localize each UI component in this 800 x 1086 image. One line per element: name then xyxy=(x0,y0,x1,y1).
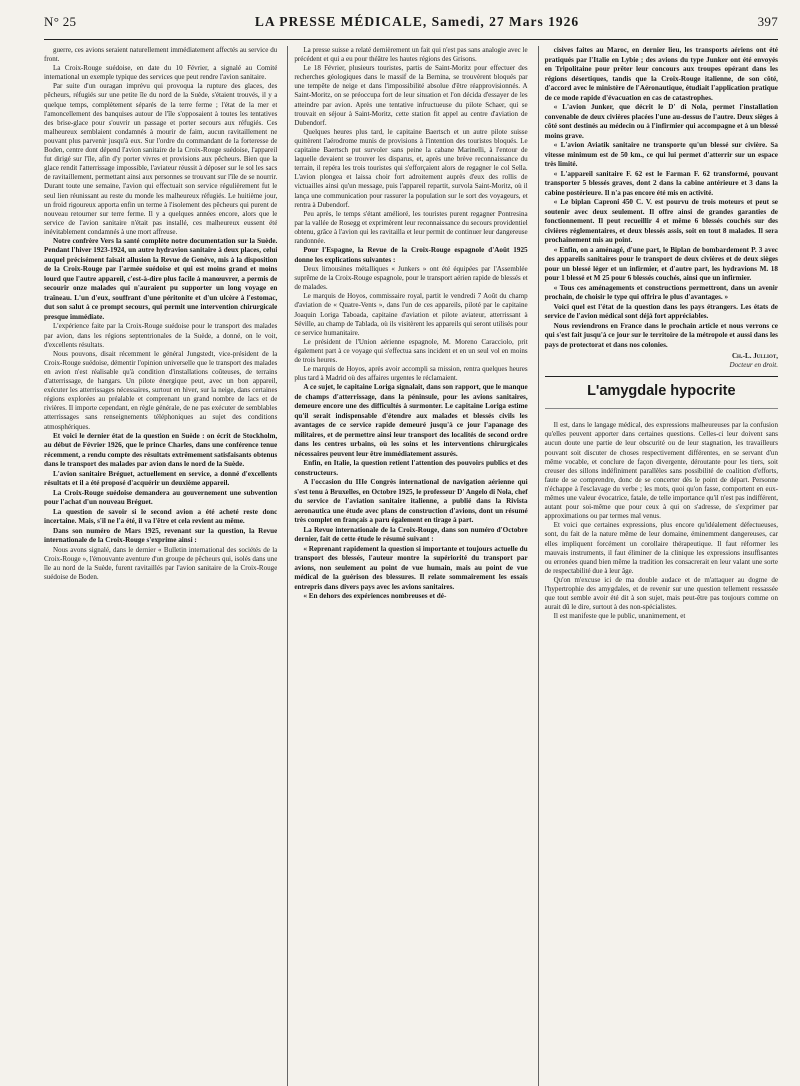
paragraph: Et voici que certaines expressions, plus encore qu'idéalement défectueuses, sont, du fait de la nature même de leur domaine, éminemment dangereuses, car elles impliquent forcément un corollaire thérapeutique. Il faut réformer les mauvais instruments, il faut éliminer de la clinique les expressions insuffisantes ou erronées quand bien même la tradition les consacrerait en leur valant une sorte de respectabilité due à leur âge. xyxy=(544,521,778,575)
paragraph: Le 18 Février, plusieurs touristes, partis de Saint-Moritz pour effectuer des recherches géologiques dans le massif de la Bernina, se trouvèrent bloqués par une tempête de neige et dans l'impossibilité absolue d'être réapprovisionnés. A Saint-Moritz, on se préoccupa fort de leur situation et l'on décida d'essayer de les atteindre par avion. Après une tentative infructueuse du pilote Schaer, qui se trouvait en séjour à Saint-Moritz, cette station fit appel au centre d'aviation de Dubendorf. xyxy=(294,64,528,127)
paragraph: La Revue internationale de la Croix-Rouge, dans son numéro d'Octobre dernier, fait de cette étude le résumé suivant : xyxy=(294,525,528,544)
paragraph: Nous pouvons, disait récemment le général Jungstedt, vice-président de la Croix-Rouge suédoise, démentir l'opinion universelle que le transport des malades en avion n'est réalisable qu'à condition d'installations coûteuses, de terrains d'atterrissage, de hangars. Un pilote énergique peut, avec un bon appareil, exécuter les atterrissages nécessaires, surtout en hiver, sur la neige, dans certaines régions explorées au préalable et comprenant un grand nombre de lacs et de rivières. Il importe cependant, en règle générale, de ne pas exécuter de semblables atterrissages sans renseignements téléphoniques au sujet des conditions atmosphériques. xyxy=(44,349,278,431)
paragraph: « Reprenant rapidement la question si importante et toujours actuelle du transport des blessés, l'auteur montre la supériorité du transport par avions, non seulement au point de vue humain, mais au point de vue médical de la guérison des blessures. Il relate sommairement les essais entrepris dans divers pays avec les avions sanitaires. xyxy=(294,544,528,591)
paragraph: Le président de l'Union aérienne espagnole, M. Moreno Caracciolo, prit également part à ce voyage qui s'effectua sans incident et en un seul vol en moins de trois heures. xyxy=(294,337,528,364)
paragraph: L'expérience faite par la Croix-Rouge suédoise pour le transport des malades par avion, dans les régions septentrionales de la Suède, a donné, on le voit, d'excellents résultats. xyxy=(44,322,278,349)
issue-number: N° 25 xyxy=(44,14,77,29)
paragraph: Dans son numéro de Mars 1925, revenant sur la question, la Revue internationale de la Croix-Rouge s'exprime ainsi : xyxy=(44,526,278,545)
column-3 xyxy=(538,46,778,1086)
paragraph: « L'appareil sanitaire F. 62 est le Farman F. 62 transformé, pouvant transporter 5 blessés graves, dont 2 dans la cabine antérieure et 3 dans la cabine postérieure. Il n'a pas encore été mis en activité. xyxy=(544,169,778,197)
author-signature: Ch.-L. Julliot, xyxy=(731,352,778,360)
paragraph: A ce sujet, le capitaine Loriga signalait, dans son rapport, que le manque de champs d'atterrissage, dans la péninsule, pour les avions sanitaires, demeure encore une des difficultés à surmonter. Le capitaine Loriga estime qu'il serait indispensable d'étendre aux malades et blessés civils les avantages de ce service rapide demeuré jusqu'à ce jour l'apanage des militaires, et de permettre ainsi leur transport des localités de second ordre dans les centres urbains, où les soins et les interventions chirurgicales nécessaires peuvent leur être immédiatement assurés. xyxy=(294,383,528,458)
paragraph: « En dehors des expériences nombreuses et dé- xyxy=(303,592,447,601)
paragraph: Il est, dans le langage médical, des expressions malheureuses par la confusion qu'elles peuvent apporter dans certaines questions. Celles-ci leur doivent sans aucun doute une partie de leur obscurité ou de leur stagnation, les travailleurs pouvant soit discuter de choses respectivement différentes, en se servant d'un même vocable, et conclure de façon divergente, déroutante pour les tiers, soit creuser des sillons indéfiniment parallèles sans possibilité de coalition d'efforts, faute de se comprendre, donc de se concerter dès le point de départ. Personne n'échappe à l'esclavage du verbe ; les mots, quoi qu'on fasse, comportent en eux-mêmes une valeur évocatrice, fatale, de telle importance qu'il n'est pas indifférent, autant pour soi-même que pour ceux à qui on s'adresse, de s'exprimer par approximations ou par termes mal venus. xyxy=(544,421,778,521)
paragraph: La Croix-Rouge suédoise demandera au gouvernement une subvention pour l'achat d'un nouveau Bréguet. xyxy=(44,488,278,507)
paragraph: Deux limousines métalliques « Junkers » ont été équipées par l'Assemblée suprême de la Croix-Rouge espagnole, pour le transport aérien rapide de blessés et de malades. xyxy=(294,265,528,292)
page-number: 397 xyxy=(757,14,778,29)
paragraph: Voici quel est l'état de la question dans les pays étrangers. Les états de service de l'avion médical sont déjà fort appréciables. xyxy=(544,302,778,320)
paragraph: Nous avons signalé, dans le dernier « Bulletin international des sociétés de la Croix-Rouge », l'émouvante aventure d'un groupe de pêcheurs qui, isolés dans une île au nord de la Suède, furent ravitaillés par l'avion sanitaire de la Croix-Rouge suédoise de Boden. xyxy=(44,545,278,581)
paragraph: Qu'on m'excuse ici de ma double audace et de m'attaquer au dogme de l'hypertrophie des amygdales, et de revenir sur une question tellement ressassée que tout semble avoir été dit à son sujet, mais peut-être pas toujours comme on aurait dû le dire, surtout à des non-spécialistes. xyxy=(544,575,778,612)
paragraph: La question de savoir si le second avion a été acheté reste donc incertaine. Mais, s'il ne l'a été, il va l'être et cela revient au même. xyxy=(44,507,278,526)
paragraph: Enfin, en Italie, la question retient l'attention des pouvoirs publics et des constructeurs. xyxy=(294,459,528,477)
column-3-article-end xyxy=(545,46,778,350)
author-role: Docteur en droit. xyxy=(729,361,778,370)
paragraph: Le marquis de Hoyos, après avoir accompli sa mission, rentra quelques heures plus tard à Madrid où des affaires urgentes le réclamaient. xyxy=(294,365,528,383)
article-title: L'amygdale hypocrite xyxy=(545,376,778,409)
paragraph: « Tous ces aménagements et constructions permettront, dans un avenir prochain, de choisir le type qui offrira le plus d'avantages. » xyxy=(544,283,778,301)
paragraph: La presse suisse a relaté dernièrement un fait qui n'est pas sans analogie avec le précédent et qui a eu pour théâtre les hautes régions des Grisons. xyxy=(294,46,528,64)
paragraph: L'avion sanitaire Bréguet, actuellement en service, a donné d'excellents résultats et il a été proposé d'acquérir un deuxième appareil. xyxy=(44,469,278,488)
paragraph: « L'avion Junker, que décrit le D' di Nola, permet l'installation convenable de deux civières placées l'une au-dessus de l'autre. Deux sièges à côté sont destinés au médecin ou à l'infirmier qui accompagne et à un blessé moins grave. xyxy=(544,103,778,140)
paragraph: guerre, ces avions seraient naturellement immédiatement affectés au service du front. xyxy=(44,46,278,64)
text-columns xyxy=(44,46,778,1086)
paragraph: Il est manifeste que le public, unanimement, et xyxy=(553,612,686,621)
paragraph: « Enfin, on a aménagé, d'une part, le Biplan de bombardement P. 3 avec des appareils sanitaires pour le transport de deux civières et de deux sièges pour un blessé léger et un infirmier, et d'autre part, les hydravions M. 18 pour 1 blessé et M 25 pour 6 blessés couchés, ainsi que un infirmier. xyxy=(544,245,778,282)
paragraph: Nous reviendrons en France dans le prochain article et nous verrons ce qui s'est fait jusqu'à ce jour sur le territoire de la métropole et aussi dans les pays de protectorat et dans nos colonies. xyxy=(544,321,778,349)
column-1 xyxy=(44,46,277,1086)
paragraph: « Le biplan Caproni 450 C. V. est pourvu de trois moteurs et peut se soutenir avec deux seulement. Il offre ainsi de grandes garanties de fonctionnement. Il peut recueillir 4 et même 6 blessés couchés sur des civières réglementaires, et deux blessés assis, soit en tout 8 malades. Il sera prochainement mis au point. xyxy=(544,198,778,244)
paragraph: Peu après, le temps s'étant amélioré, les touristes purent regagner Pontresina par la vallée de Rosegg et exprimèrent leur reconnaissance du secours providentiel obtenu, grâce à l'avion qui les ravitailla et leur permit de continuer leur dangereuse randonnée. xyxy=(294,209,528,245)
journal-title: LA PRESSE MÉDICALE, Samedi, 27 Mars 1926 xyxy=(254,14,580,29)
paragraph: Notre confrère Vers la santé complète notre documentation sur la Suède. Pendant l'hiver 1923-1924, un autre hydravion sanitaire à deux places, celui auquel précisément faisait allusion la Revue de Genève, mis à la disposition de la Croix-Rouge par l'armée suédoise et qui est moins grand et moins lourd que l'autre appareil, c'est-à-dire plus facile à manœuvrer, a permis de secourir onze malades qui n'auraient pu supporter un long voyage en traîneau. L'un d'eux, souffrant d'une péritonite et d'un ulcère à l'estomac, dut son salut à ce prompt secours, qui permit une intervention chirurgicale presque immédiate. xyxy=(44,236,278,321)
paragraph: Pour l'Espagne, la Revue de la Croix-Rouge espagnole d'Août 1925 donne les explications suivantes : xyxy=(294,246,528,264)
paragraph: A l'occasion du IIIe Congrès international de navigation aérienne qui s'est tenu à Bruxelles, en Octobre 1925, le professeur D' Angelo di Nola, chef du service de l'aviation sanitaire italienne, a publié dans la Rivista aeronautica une étude avec plans de construction d'avions, dont un résumé très complet en français a paru également en tirage à part. xyxy=(294,478,528,525)
paragraph: Par suite d'un ouragan imprévu qui provoqua la rupture des glaces, des pêcheurs, réfugiés sur une petite île du nord de la Suède, s'étaient trouvés, il y a quelque temps, complètement séparés de la terre ferme ; l'état de la mer et l'amoncellement des banquises autour de l'île s'opposaient à toutes les tentatives des brise-glace pour s'ouvrir un passage et porter secours aux réfugiés. Ces malheureux semblaient condamnés à mourir de faim, aucun ravitaillement ne pouvant plus parvenir jusqu'à eux. Sur l'ordre du commandant de la forteresse de Boden, centre dont dépend l'avion sanitaire de la Croix-Rouge suédoise, l'appareil fut dirigé sur l'île, afin d'y porter vivres et provisions aux pêcheurs. Bien que la glace rendit l'atterrissage impossible, l'aviateur réussit à déposer sur le sol les sacs de ravitaillement, permettant ainsi aux personnes se trouvant sur l'île de se nourrir. Durant toute une semaine, l'avion qui effectuait son service régulièrement fut le seul lien réunissant au reste du monde les malheureux réfugiés. Le huitième jour, un froid rigoureux apporta enfin un terme à l'isolement des pêcheurs qui purent de nouveau retourner sur terre ferme. Il y a quelques années encore, alors que le service de l'avion sanitaire n'était pas installé, ces malheureux eussent été inévitablement condamnés à une mort affreuse. xyxy=(44,82,278,236)
paragraph: Et voici le dernier état de la question en Suède : on écrit de Stockholm, au début de Février 1926, que le prince Charles, dans une conférence tenue récemment, a rendu compte des résultats extrêmement satisfaisants obtenus dans le transport des malades par avion dans le nord de la Suède. xyxy=(44,431,278,469)
paragraph: cisives faites au Maroc, en dernier lieu, les transports aériens ont été pratiqués par l'Italie en Lybie ; des avions du type Junker ont été envoyés en Tripolitaine pour prêter leur concours aux troupes opérant dans les régions désertiques, tandis que la Croix-Rouge italienne, de son côté, d'accord avec le ministère de l'Aéronautique, étudiait l'application pratique de ce mode rapide d'évacuation en cas de catastrophes. xyxy=(544,46,778,102)
paragraph: « L'avion Aviatik sanitaire ne transporte qu'un blessé sur civière. Sa vitesse minimum est de 50 km., ce qui lui permet d'atterrir sur un espace très limité. xyxy=(544,141,778,168)
paragraph: Quelques heures plus tard, le capitaine Baertsch et un autre pilote suisse quittèrent l'aérodrome munis de provisions à l'intention des touristes bloqués. Le capitaine Baertsch put survoler sans peine la cabane Marinelli, à l'entour de laquelle devaient se trouver les disparus, et, après une brève reconnaissance du terrain, il repéra les trois touristes qui s'efforçaient alors de regagner le col Sella. L'avion plongea et laissa choir fort adroitement auprès d'eux des rollis de victuailles ainsi qu'un message, puis l'appareil repartit, survola Saint-Moritz, où il lança une communication pour rassurer la population sur le sort des voyageurs, et rentra à Dubendorf. xyxy=(294,127,528,209)
paragraph: La Croix-Rouge suédoise, en date du 10 Février, a signalé au Comité international un exemple typique des services que peut rendre l'avion sanitaire. xyxy=(44,64,278,82)
page-header xyxy=(44,14,778,40)
column-2 xyxy=(287,46,527,1086)
paragraph: Le marquis de Hoyos, commissaire royal, partit le vendredi 7 Août du champ d'aviation de « Quatre-Vents », dans l'un de ces appareils, piloté par le capitaine Joaquin Loriga Taboada, capitaine d'aviation et pilote aviateur, atterrissant à Séville, au champ de Tablada, où ils visitèrent les appareils qui seront utilisés pour ce service humanitaire. xyxy=(294,292,528,337)
article-2-body xyxy=(545,421,778,621)
